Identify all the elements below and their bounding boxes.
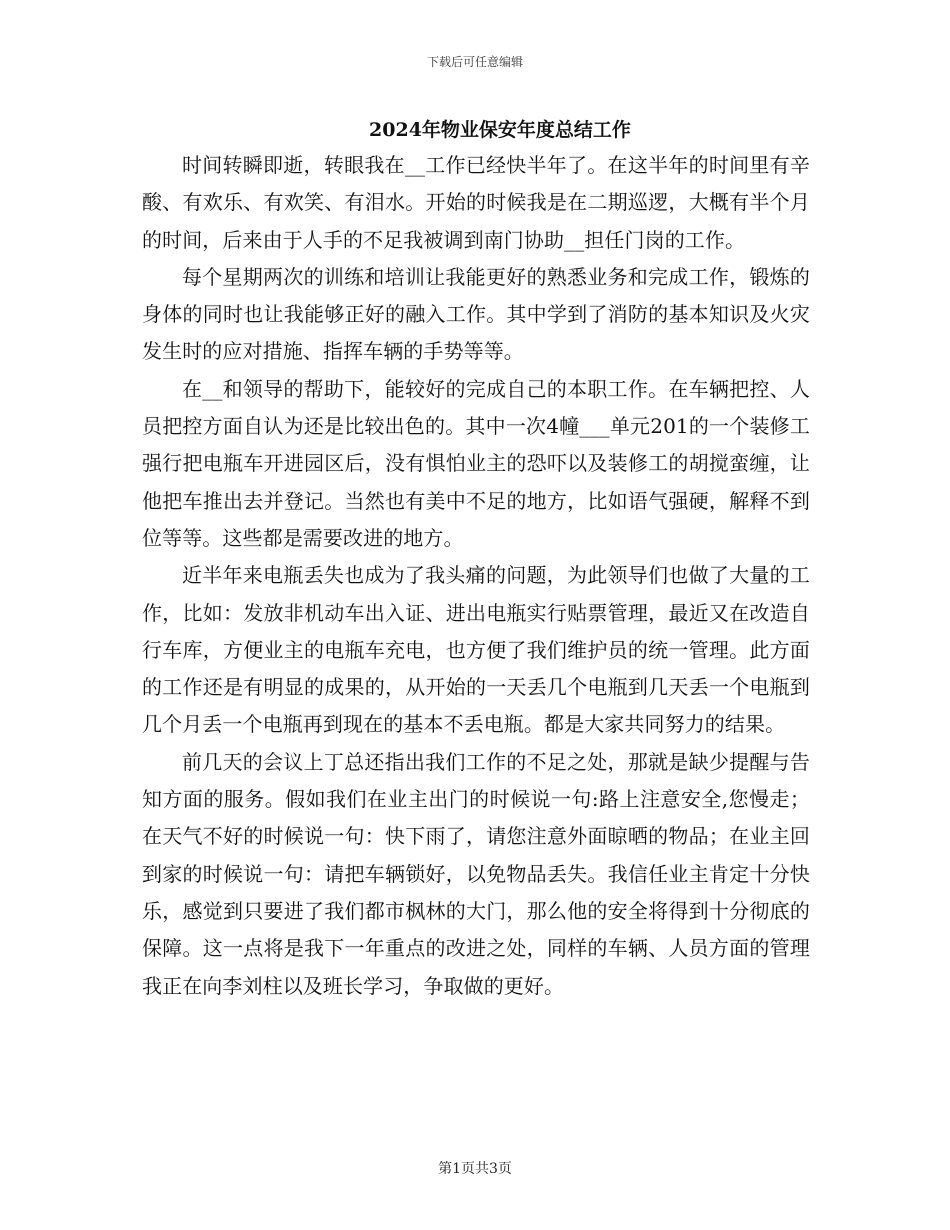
paragraph: 在__和领导的帮助下，能较好的完成自己的本职工作。在车辆把控、人员把控方面自认为还是比较出色的。其中一次4幢___单元201的一个装修工强行把电瓶车开进园区后，没有惧怕业主的恐吓以及装修工的胡搅蛮缠，让他把车推出去并登记。当然也有美中不足的地方，比如语气强硬，解释不到位等等。这些都是需要改进的地方。	[142, 376, 810, 550]
paragraph: 时间转瞬即逝，转眼我在__工作已经快半年了。在这半年的时间里有辛酸、有欢乐、有欢笑、有泪水。开始的时候我是在二期巡逻，大概有半个月的时间，后来由于人手的不足我被调到南门协助__担任门岗的工作。	[142, 153, 810, 252]
header-note: 下载后可任意编辑	[426, 55, 523, 69]
paragraph: 近半年来电瓶丢失也成为了我头痛的问题，为此领导们也做了大量的工作，比如：发放非机动车出入证、进出电瓶实行贴票管理，最近又在改造自行车库，方便业主的电瓶车充电，也方便了我们维护员的统一管理。此方面的工作还是有明显的成果的，从开始的一天丢几个电瓶到几天丢一个电瓶到几个月丢一个电瓶再到现在的基本不丢电瓶。都是大家共同努力的结果。	[142, 563, 810, 737]
paragraph: 前几天的会议上丁总还指出我们工作的不足之处，那就是缺少提醒与告知方面的服务。假如我们在业主出门的时候说一句:路上注意安全,您慢走；在天气不好的时候说一句：快下雨了，请您注意外面晾晒的物品；在业主回到家的时候说一句：请把车辆锁好，以免物品丢失。我信任业主肯定十分快乐，感觉到只要进了我们都市枫林的大门，那么他的安全将得到十分彻底的保障。这一点将是我下一年重点的改进之处，同样的车辆、人员方面的管理我正在向李刘柱以及班长学习，争取做的更好。	[142, 749, 810, 998]
document-body	[142, 147, 810, 1005]
paragraph: 每个星期两次的训练和培训让我能更好的熟悉业务和完成工作，锻炼的身体的同时也让我能够正好的融入工作。其中学到了消防的基本知识及火灾发生时的应对措施、指挥车辆的手势等等。	[142, 264, 810, 364]
page-number-footer: 第1页共3页	[438, 1161, 512, 1177]
document-title: 2024年物业保安年度总结工作	[369, 119, 631, 141]
